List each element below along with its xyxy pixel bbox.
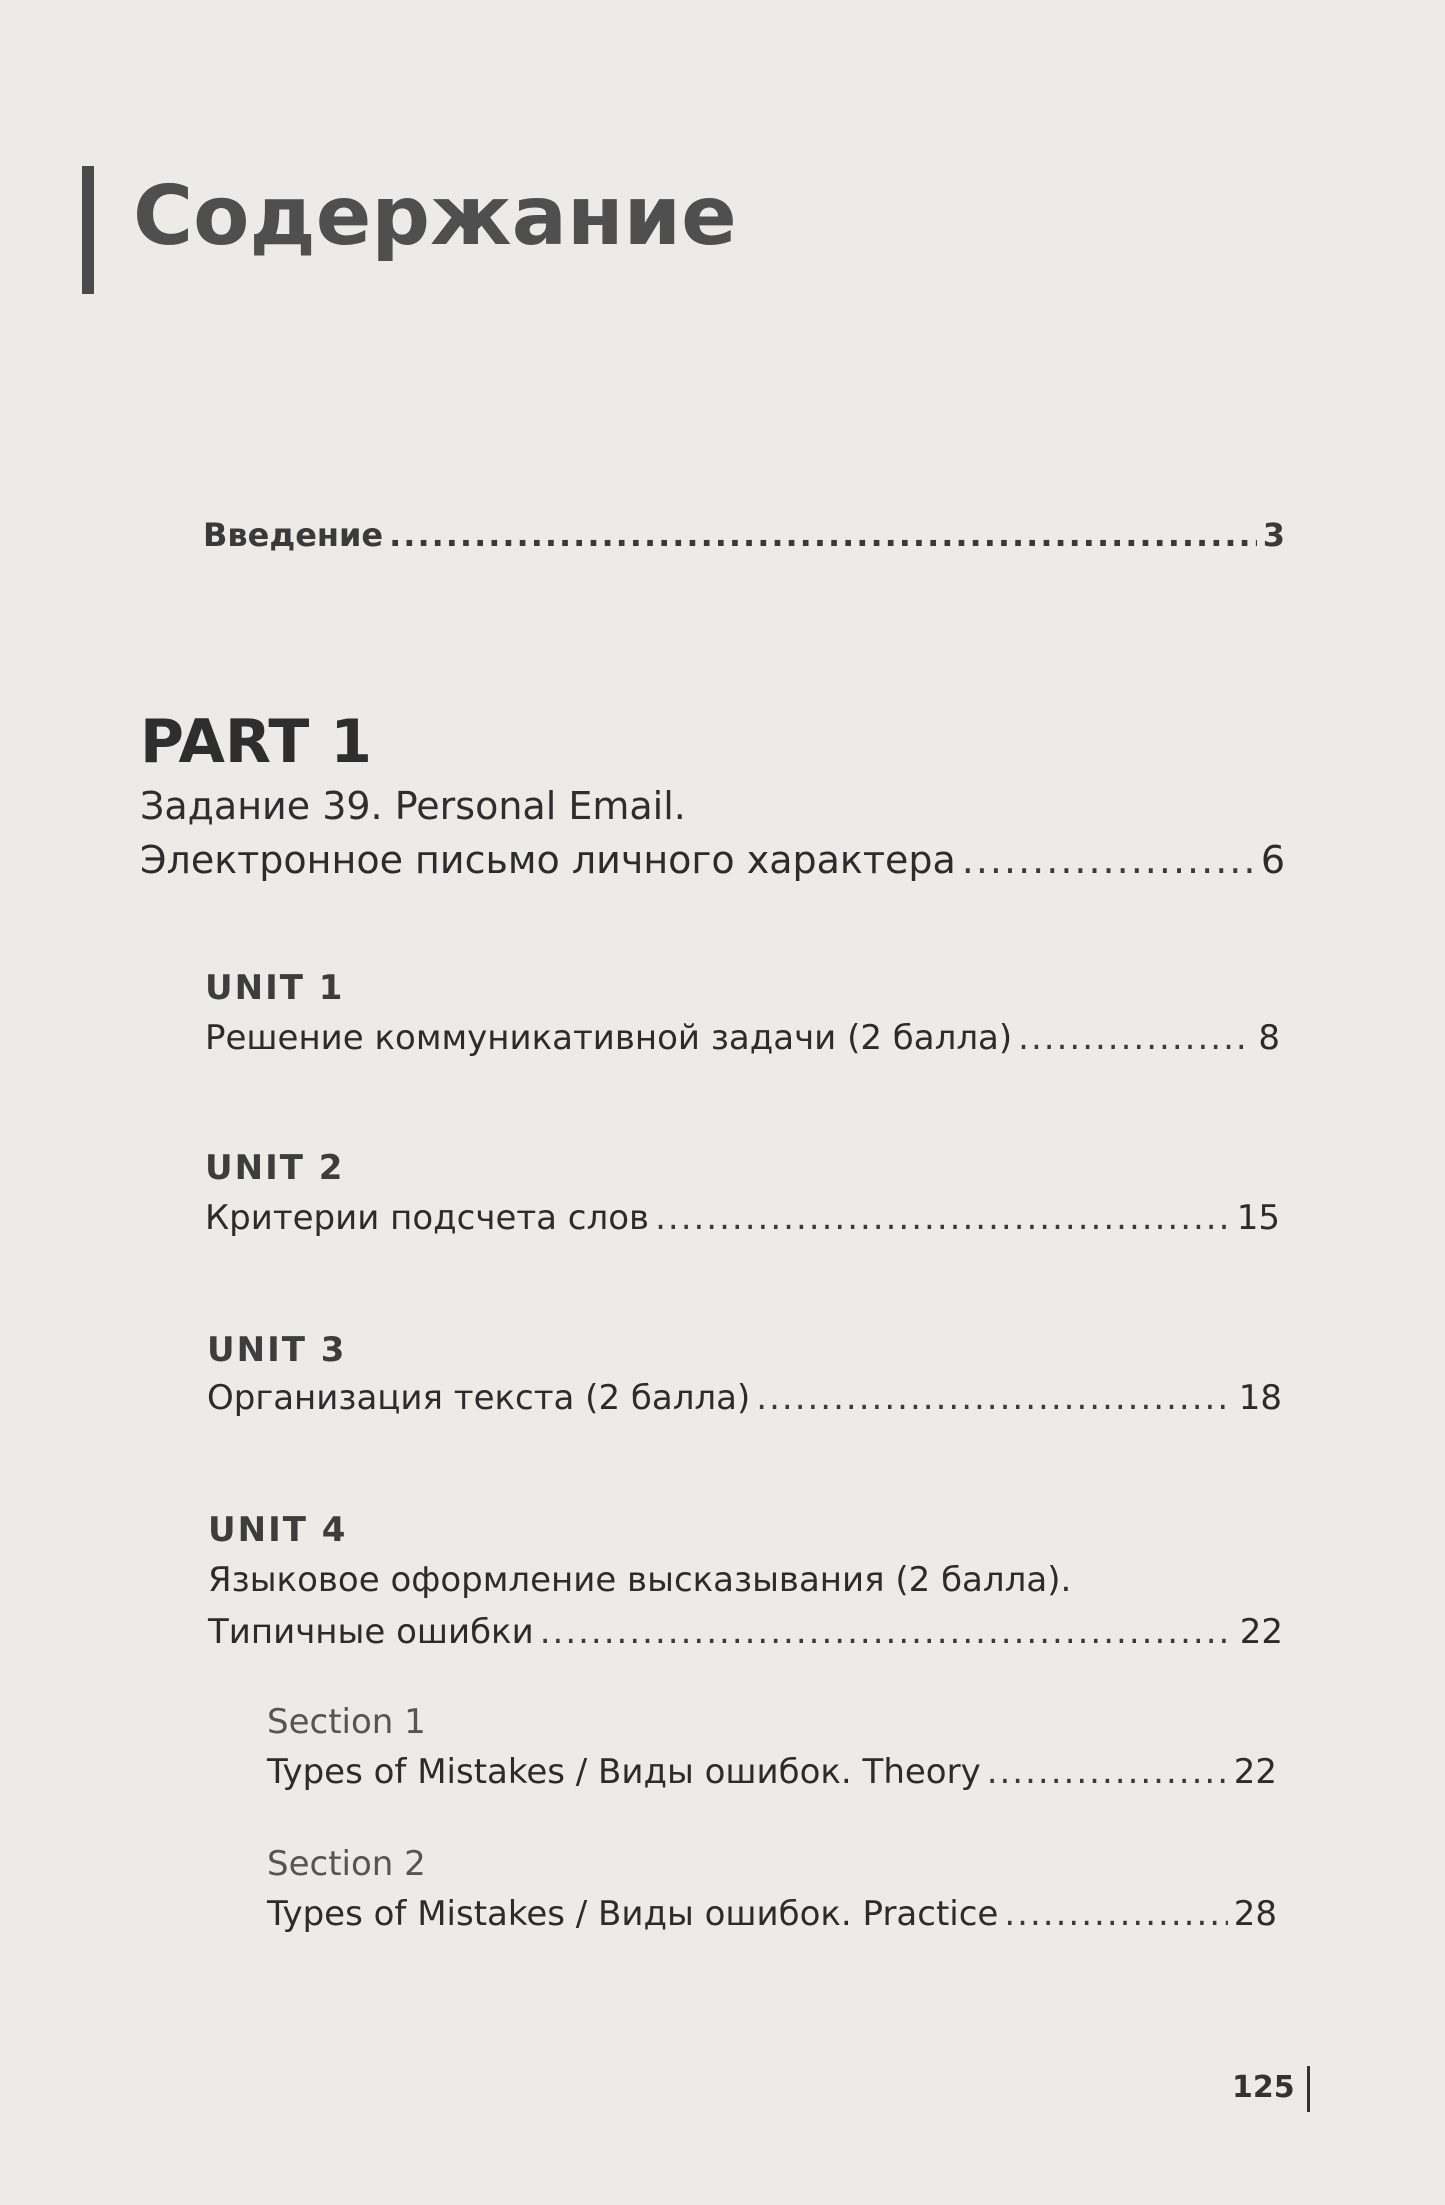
dot-leader [756,1378,1232,1418]
dot-leader [1004,1894,1227,1934]
toc-entry-page: 18 [1238,1378,1282,1418]
section-heading: Section 1 [267,1702,426,1742]
unit-heading: UNIT 2 [205,1148,345,1188]
toc-entry-label: Организация текста (2 балла) [207,1378,751,1418]
toc-entry-unit2[interactable] [205,1198,1280,1238]
unit-text-line: Языковое оформление высказывания (2 балла). [208,1560,1072,1600]
dot-leader [655,1198,1231,1238]
part-subtitle: Задание 39. Personal Email. [140,784,686,828]
page-number-bar [1307,2066,1310,2112]
part-title: PART 1 [140,707,372,777]
toc-entry-part1[interactable] [140,838,1285,882]
page-title: Содержание [133,169,737,264]
title-accent-bar [82,166,94,294]
toc-entry-section2[interactable] [267,1894,1277,1934]
dot-leader [1018,1018,1252,1058]
toc-entry-label: Введение [203,516,384,554]
section-heading: Section 2 [267,1844,426,1884]
toc-entry-page: 3 [1262,516,1285,554]
toc-entry-section1[interactable] [267,1752,1277,1792]
dot-leader [540,1612,1234,1652]
toc-entry-page: 6 [1260,838,1285,882]
dot-leader [962,838,1255,882]
toc-entry-page: 8 [1258,1018,1280,1058]
toc-entry-page: 22 [1233,1752,1277,1792]
unit-heading: UNIT 4 [208,1510,348,1550]
unit-heading: UNIT 1 [205,968,345,1008]
dot-leader [389,516,1257,554]
toc-entry-unit4[interactable] [208,1612,1283,1652]
toc-entry-page: 15 [1236,1198,1280,1238]
toc-entry-unit3[interactable] [207,1378,1282,1418]
toc-entry-page: 28 [1233,1894,1277,1934]
toc-entry-label: Критерии подсчета слов [205,1198,650,1238]
page-number: 125 [1232,2070,1295,2105]
toc-entry-label: Решение коммуникативной задачи (2 балла) [205,1018,1013,1058]
toc-entry-label: Электронное письмо личного характера [140,838,956,882]
dot-leader [987,1752,1228,1792]
toc-entry-introduction[interactable] [203,516,1285,554]
toc-entry-label: Types of Mistakes / Виды ошибок. Practice [267,1894,999,1934]
toc-entry-page: 22 [1239,1612,1283,1652]
unit-heading: UNIT 3 [207,1330,347,1370]
toc-entry-label: Types of Mistakes / Виды ошибок. Theory [267,1752,981,1792]
toc-entry-unit1[interactable] [205,1018,1280,1058]
toc-entry-label: Типичные ошибки [208,1612,534,1652]
